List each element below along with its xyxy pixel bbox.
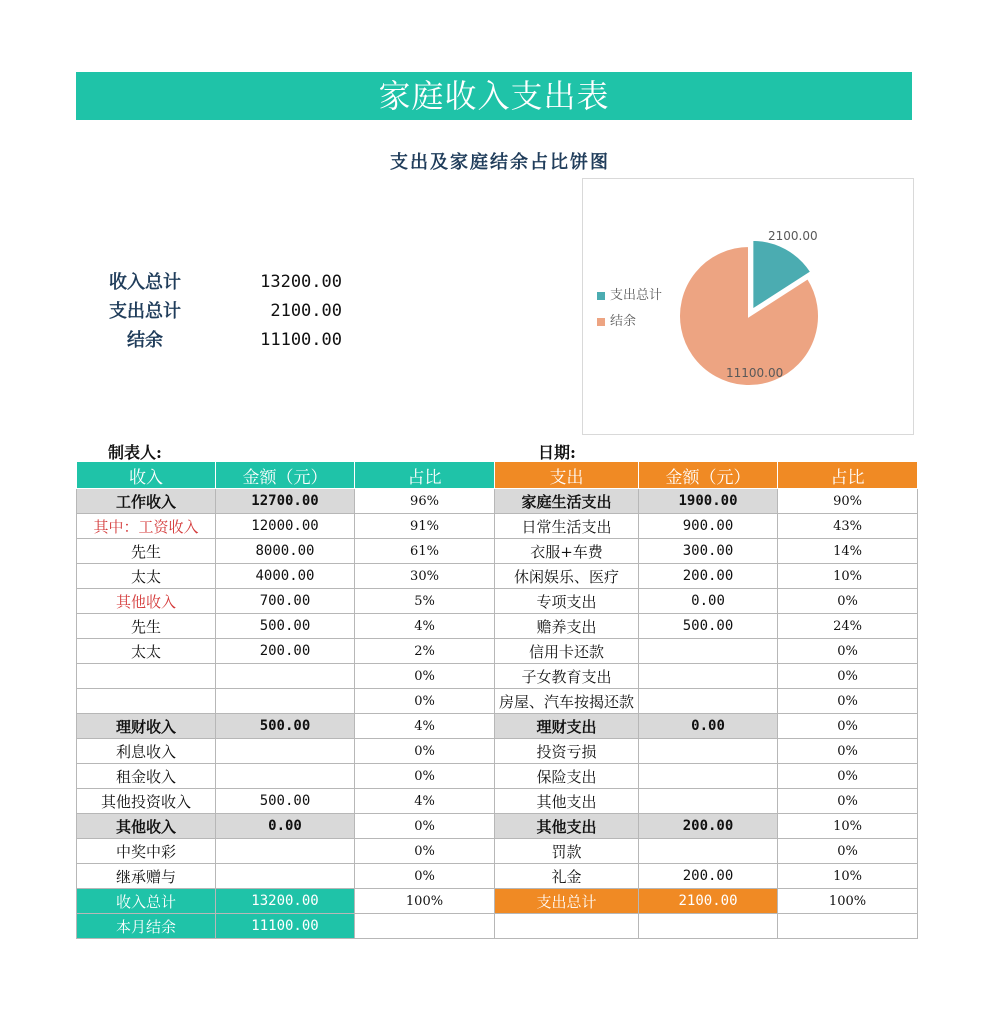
table-row <box>77 514 918 539</box>
expense-amount-cell[interactable] <box>639 639 778 664</box>
income-percent-cell[interactable]: 5% <box>355 589 495 614</box>
expense-percent-cell[interactable]: 43% <box>778 514 918 539</box>
expense-amount-cell[interactable]: 200.00 <box>639 564 778 589</box>
income-percent-cell[interactable]: 61% <box>355 539 495 564</box>
income-amount-cell[interactable]: 8000.00 <box>216 539 355 564</box>
expense-item-cell[interactable]: 赡养支出 <box>495 614 639 639</box>
expense-amount-cell[interactable]: 1900.00 <box>639 489 778 514</box>
table-row <box>77 564 918 589</box>
income-item-cell[interactable]: 其中：工资收入 <box>77 514 216 539</box>
legend-label: 结余 <box>610 314 637 329</box>
expense-item-cell[interactable]: 家庭生活支出 <box>495 489 639 514</box>
expense-percent-cell[interactable]: 10% <box>778 864 918 889</box>
expense-amount-cell[interactable]: 0.00 <box>639 589 778 614</box>
expense-item-cell[interactable]: 日常生活支出 <box>495 514 639 539</box>
income-percent-cell[interactable]: 91% <box>355 514 495 539</box>
expense-percent-cell[interactable]: 90% <box>778 489 918 514</box>
expense-item-cell[interactable]: 子女教育支出 <box>495 664 639 689</box>
income-total-value[interactable]: 13200.00 <box>216 889 355 914</box>
table-row <box>77 639 918 664</box>
income-item-cell[interactable]: 太太 <box>77 639 216 664</box>
income-percent-cell[interactable]: 96% <box>355 489 495 514</box>
column-header: 占比 <box>355 462 495 489</box>
income-amount-cell[interactable] <box>216 689 355 714</box>
expense-percent-cell[interactable]: 0% <box>778 739 918 764</box>
income-percent-cell[interactable]: 4% <box>355 789 495 814</box>
table-row <box>77 589 918 614</box>
income-item-cell[interactable]: 继承赠与 <box>77 864 216 889</box>
income-item-cell[interactable]: 先生 <box>77 539 216 564</box>
expense-amount-cell[interactable] <box>639 739 778 764</box>
income-amount-cell[interactable] <box>216 664 355 689</box>
income-percent-cell[interactable]: 0% <box>355 864 495 889</box>
expense-amount-cell[interactable] <box>639 839 778 864</box>
income-amount-cell[interactable] <box>216 764 355 789</box>
table-header-row <box>77 462 918 489</box>
summary-label: 支出总计 <box>109 301 181 322</box>
data-label-0: 2100.00 <box>768 229 818 243</box>
income-amount-cell[interactable]: 500.00 <box>216 614 355 639</box>
income-percent-cell[interactable]: 0% <box>355 839 495 864</box>
income-item-cell[interactable]: 工作收入 <box>77 489 216 514</box>
income-amount-cell[interactable]: 0.00 <box>216 814 355 839</box>
income-amount-cell[interactable]: 12000.00 <box>216 514 355 539</box>
income-item-cell[interactable]: 其他投资收入 <box>77 789 216 814</box>
expense-amount-cell[interactable]: 0.00 <box>639 714 778 739</box>
table-row <box>77 814 918 839</box>
legend-swatch <box>597 318 605 326</box>
income-amount-cell[interactable] <box>216 839 355 864</box>
income-percent-cell[interactable]: 2% <box>355 639 495 664</box>
legend-item <box>597 283 662 309</box>
expense-amount-cell[interactable] <box>639 664 778 689</box>
expense-percent-cell[interactable]: 0% <box>778 664 918 689</box>
expense-item-cell[interactable]: 信用卡还款 <box>495 639 639 664</box>
summary-label: 结余 <box>127 330 163 351</box>
income-item-cell[interactable]: 先生 <box>77 614 216 639</box>
expense-item-cell[interactable]: 休闲娱乐、医疗 <box>495 564 639 589</box>
expense-percent-cell[interactable]: 0% <box>778 589 918 614</box>
legend-label: 支出总计 <box>610 288 663 303</box>
income-item-cell[interactable]: 中奖中彩 <box>77 839 216 864</box>
balance-row <box>77 914 918 939</box>
expense-item-cell[interactable]: 房屋、汽车按揭还款 <box>495 689 639 714</box>
summary-label: 收入总计 <box>109 272 181 293</box>
expense-percent-cell[interactable]: 0% <box>778 764 918 789</box>
expense-item-cell[interactable]: 其他支出 <box>495 789 639 814</box>
table-row <box>77 714 918 739</box>
column-header: 金额（元） <box>216 462 355 489</box>
expense-percent-cell[interactable]: 10% <box>778 564 918 589</box>
summary-value: 13200.00 <box>260 272 342 292</box>
column-header: 收入 <box>77 462 216 489</box>
expense-amount-cell[interactable]: 900.00 <box>639 514 778 539</box>
table-row <box>77 789 918 814</box>
table-row <box>77 614 918 639</box>
expense-percent-cell[interactable]: 0% <box>778 714 918 739</box>
expense-amount-cell[interactable]: 200.00 <box>639 864 778 889</box>
expense-amount-cell[interactable] <box>639 764 778 789</box>
income-item-cell[interactable]: 太太 <box>77 564 216 589</box>
income-total-label[interactable]: 收入总计 <box>77 889 216 914</box>
income-expense-table <box>76 461 918 939</box>
income-item-cell[interactable]: 利息收入 <box>77 739 216 764</box>
income-percent-cell[interactable]: 0% <box>355 664 495 689</box>
income-total-percent[interactable]: 100% <box>355 889 495 914</box>
expense-item-cell[interactable]: 投资亏损 <box>495 739 639 764</box>
income-amount-cell[interactable]: 500.00 <box>216 714 355 739</box>
income-item-cell[interactable]: 其他收入 <box>77 814 216 839</box>
expense-item-cell[interactable]: 罚款 <box>495 839 639 864</box>
expense-amount-cell[interactable]: 300.00 <box>639 539 778 564</box>
expense-percent-cell[interactable]: 10% <box>778 814 918 839</box>
expense-total-percent[interactable]: 100% <box>778 889 918 914</box>
income-percent-cell[interactable]: 0% <box>355 689 495 714</box>
empty-cell <box>355 914 495 939</box>
income-item-cell[interactable]: 理财收入 <box>77 714 216 739</box>
summary-value: 11100.00 <box>260 330 342 350</box>
balance-label[interactable]: 本月结余 <box>77 914 216 939</box>
column-header: 占比 <box>778 462 918 489</box>
table-row <box>77 864 918 889</box>
income-amount-cell[interactable]: 4000.00 <box>216 564 355 589</box>
column-header: 金额（元） <box>639 462 778 489</box>
income-percent-cell[interactable]: 0% <box>355 814 495 839</box>
totals-row <box>77 889 918 914</box>
legend-item <box>597 309 662 335</box>
pie-chart[interactable] <box>582 178 914 435</box>
income-amount-cell[interactable]: 12700.00 <box>216 489 355 514</box>
data-label-1: 11100.00 <box>726 366 784 380</box>
expense-item-cell[interactable]: 理财支出 <box>495 714 639 739</box>
table-row <box>77 839 918 864</box>
expense-percent-cell[interactable]: 0% <box>778 839 918 864</box>
summary-value: 2100.00 <box>270 301 342 321</box>
empty-cell <box>639 914 778 939</box>
chart-title: 支出及家庭结余占比饼图 <box>390 152 610 173</box>
expense-amount-cell[interactable]: 200.00 <box>639 814 778 839</box>
balance-value[interactable]: 11100.00 <box>216 914 355 939</box>
expense-amount-cell[interactable]: 500.00 <box>639 614 778 639</box>
expense-percent-cell[interactable]: 0% <box>778 639 918 664</box>
income-item-cell[interactable]: 其他收入 <box>77 589 216 614</box>
income-item-cell[interactable] <box>77 664 216 689</box>
income-amount-cell[interactable]: 500.00 <box>216 789 355 814</box>
expense-item-cell[interactable]: 专项支出 <box>495 589 639 614</box>
income-amount-cell[interactable]: 700.00 <box>216 589 355 614</box>
expense-percent-cell[interactable]: 14% <box>778 539 918 564</box>
income-item-cell[interactable] <box>77 689 216 714</box>
table-row <box>77 664 918 689</box>
income-percent-cell[interactable]: 30% <box>355 564 495 589</box>
date-label: 日期: <box>538 443 576 462</box>
income-amount-cell[interactable]: 200.00 <box>216 639 355 664</box>
income-percent-cell[interactable]: 0% <box>355 739 495 764</box>
income-amount-cell[interactable] <box>216 864 355 889</box>
income-percent-cell[interactable]: 4% <box>355 714 495 739</box>
income-item-cell[interactable]: 租金收入 <box>77 764 216 789</box>
expense-percent-cell[interactable]: 0% <box>778 689 918 714</box>
sheet-title: 家庭收入支出表 <box>76 72 912 120</box>
income-percent-cell[interactable]: 4% <box>355 614 495 639</box>
income-percent-cell[interactable]: 0% <box>355 764 495 789</box>
expense-item-cell[interactable]: 保险支出 <box>495 764 639 789</box>
table-row <box>77 539 918 564</box>
column-header: 支出 <box>495 462 639 489</box>
table-row <box>77 739 918 764</box>
expense-item-cell[interactable]: 其他支出 <box>495 814 639 839</box>
expense-amount-cell[interactable] <box>639 689 778 714</box>
legend-swatch <box>597 292 605 300</box>
chart-legend <box>597 283 662 335</box>
table-row <box>77 489 918 514</box>
maker-label: 制表人: <box>108 443 162 462</box>
expense-item-cell[interactable]: 礼金 <box>495 864 639 889</box>
empty-cell <box>495 914 639 939</box>
expense-item-cell[interactable]: 衣服+车费 <box>495 539 639 564</box>
expense-percent-cell[interactable]: 24% <box>778 614 918 639</box>
expense-amount-cell[interactable] <box>639 789 778 814</box>
expense-total-label[interactable]: 支出总计 <box>495 889 639 914</box>
table-row <box>77 764 918 789</box>
empty-cell <box>778 914 918 939</box>
table-row <box>77 689 918 714</box>
income-amount-cell[interactable] <box>216 739 355 764</box>
expense-percent-cell[interactable]: 0% <box>778 789 918 814</box>
expense-total-value[interactable]: 2100.00 <box>639 889 778 914</box>
